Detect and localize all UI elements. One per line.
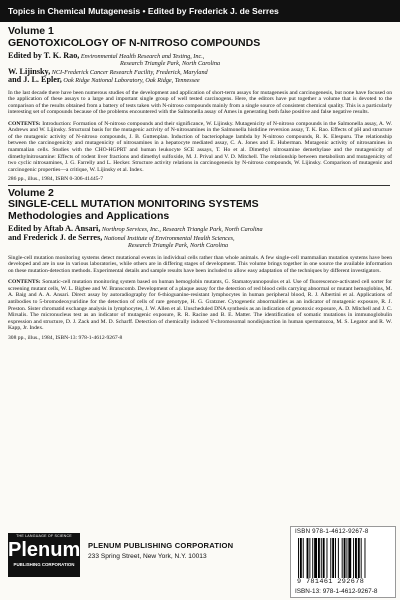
- volume1-title: GENOTOXICOLOGY OF N-NITROSO COMPOUNDS: [8, 36, 261, 49]
- isbn-barcode-box: [290, 526, 396, 598]
- divider: [8, 185, 390, 186]
- editor-name-epler: J. L. Epler,: [23, 75, 62, 85]
- plenum-logo: [8, 533, 80, 577]
- editor-name-deserres: Frederick J. de Serres,: [23, 232, 103, 242]
- editor-prefix: Edited by: [8, 224, 44, 234]
- editor-affiliation: Environmental Health Research and Testing, Inc.,: [80, 53, 205, 60]
- contents-text: Introduction: Formation of N-nitroso compounds and their significance, W. Lijinsky. Mutagenicity of N-nitroso compounds in the Salmonella assay, A. W. Andrews and W. Lijinsky. Structural basis for the mutagenic activity of N-nitrosamines in the Salmonella histidine reversion assay, T. K. Rao. Effects of pH and structure of the mutagenic activity of N-nitroso compounds, J. B. Guttenplan. Induction of bacteriophage lambda by N-nitroso compounds, R. K. Elespuru. The relationship between the carcinogenicity and mutagenicity of nitrosamines in a hepatocyte mediated assay, C. A. Jones and E. Huberman. Mutagenic activity of nitrosamines in mammalian cells. Studies with the CHO-HGPRT and human leukocyte SCE assays, T. Ho et al. Dimethyl nitrosamine demethylase and the mutagenicity of dimethylnitrosamine: Effects of rodent liver fractions and dimethyl sulfoxide, M. J. Prival and V. D. Mitchell. The relationship between metabolism and mutagenicity of two cyclic nitrosamines, J. G. Farrelly and L. Hecker. Structure activity relations in carcinogenesis by N-nitroso compounds, W. Lijinsky. Comparison of mutagenic and carcinogenic properties—a critique, W. Lijinsky et al. Index.: [8, 120, 392, 173]
- editor-name-lijinsky: W. Lijinsky,: [8, 66, 51, 76]
- isbn-top-text: ISBN 978-1-4612-9267-8: [295, 528, 369, 535]
- editor-affiliation-line2: Research Triangle Park, North Carolina: [120, 60, 221, 68]
- publisher-address: 233 Spring Street, New York, N.Y. 10013: [88, 553, 207, 560]
- volume2-editors: [8, 225, 392, 249]
- volume1-description: In the last decade there have been numerous studies of the development and application of short-term assays for mutagenesis and carcinogenesis, but none have focused on the application of these assays to a large and important single group of well tested carcinogens. Here, the editors have put together a volume that is devoted to the comparison of the results obtained from a battery of tests taken with N-nitroso compounds mainly from a single source of consistent chemical quality. This is a particularly interesting set of compounds because of the problems encountered with the Salmonella assay of Ames in generating both false positive and false negative results.: [8, 89, 392, 116]
- volume2-title: SINGLE-CELL MUTATION MONITORING SYSTEMS: [8, 198, 259, 211]
- contents-label: CONTENTS:: [8, 120, 41, 127]
- contents-label: CONTENTS:: [8, 279, 41, 286]
- logo-wordmark: Plenum: [8, 539, 81, 561]
- editor-affiliation: Northrop Services, Inc., Research Triangle Park, North Carolina: [101, 226, 263, 234]
- volume1-editors: [8, 52, 392, 85]
- volume1-contents: [8, 121, 392, 173]
- volume2-pubinfo: 308 pp., illus., 1984, ISBN-13: 978-1-4612-9267-8: [8, 334, 123, 341]
- volume2-label: Volume 2: [8, 186, 54, 199]
- catalog-content: [8, 26, 392, 342]
- barcode: [297, 538, 389, 578]
- editor-prefix: Edited by: [8, 51, 44, 60]
- publisher-name: PLENUM PUBLISHING CORPORATION: [88, 541, 234, 550]
- logo-tagline: THE LANGUAGE OF SCIENCE: [16, 534, 72, 538]
- editor-affiliation-line2: Research Triangle Park, North Carolina: [128, 242, 229, 250]
- isbn-bottom-text: ISBN-13: 978-1-4612-9267-8: [295, 588, 378, 595]
- editor-name-ansari: Aftab A. Ansari,: [43, 224, 101, 234]
- editor-prefix: and: [8, 232, 24, 242]
- volume1-pubinfo: 286 pp., illus., 1984, ISBN 0-306-41445-7: [8, 176, 104, 183]
- editor-affiliation: NCI-Frederick Cancer Research Facility, Frederick, Maryland: [51, 68, 208, 76]
- editor-prefix: and: [8, 75, 24, 85]
- footer: [0, 521, 400, 600]
- volume1-label: Volume 1: [8, 25, 54, 37]
- volume2-contents: [8, 279, 392, 331]
- volume2-subtitle: Methodologies and Applications: [8, 209, 170, 222]
- series-banner: Topics in Chemical Mutagenesis • Edited by Frederick J. de Serres: [0, 0, 400, 22]
- editor-affiliation: Oak Ridge National Laboratory, Oak Ridge, Tennessee: [63, 77, 200, 85]
- volume2-description: Single-cell mutation monitoring systems detect mutational events in individual cells rather than whole animals. A few single-cell mammalian mutation systems have been developed and are in use in various laboratories, while others are in differing stages of development. This volume brings together in one source the available information on these mutation-detection methods. Experimental details and sample results have been included to allow easy adaptation of the techniques by different investigators.: [8, 254, 392, 274]
- logo-subtitle: PUBLISHING CORPORATION: [13, 562, 75, 567]
- editor-affiliation: National Institute of Environmental Health Sciences,: [103, 234, 235, 242]
- editor-name-rao: T. K. Rao,: [43, 51, 80, 60]
- contents-text: Somatic-cell mutation monitoring system based on human hemoglobin mutants, G. Stamatoyannopoulos et al. Use of fluorescence-activated cell sorter for screening mutant cells, W. L. Bigbee and W. Branscomb. Development of a plaque assay for the detection of red blood cells carrying abnormal or mutant hemoglobins, M. A. Baig and A. A. Ansari. Direct assay by autoradiography for 6-thioguanine-resistant lymphocytes in human peripheral blood, R. J. Albertini et al. Applications of antibodies to 5-bromodeoxyuridine for the detection of cells of rare genotype, H. G. Gratzner. Cytogenetic abnormalities as an indicator of mutagenic exposure, R. J. Preston. Sister chromatid exchange analysis in lymphocytes, J. W. Allen et al. Unscheduled DNA synthesis as an indication of genotoxic exposure, A. D. Mitchell and J. C. Mirsalis. The micronucleus test as an indicator of mutagenic exposure, R. R. Racine and B. E. Matter. The identification of somatic mutations in immunoglobulin expression and structure, D. J. Zack and M. D. Scharff. Detection of chemically induced Y-chromosomal nondisjunction in human spermatozoa, M. S. Legator and R. W. Kapp, Jr. Index.: [8, 279, 392, 332]
- barcode-digits: 9 781461 292678: [297, 578, 365, 586]
